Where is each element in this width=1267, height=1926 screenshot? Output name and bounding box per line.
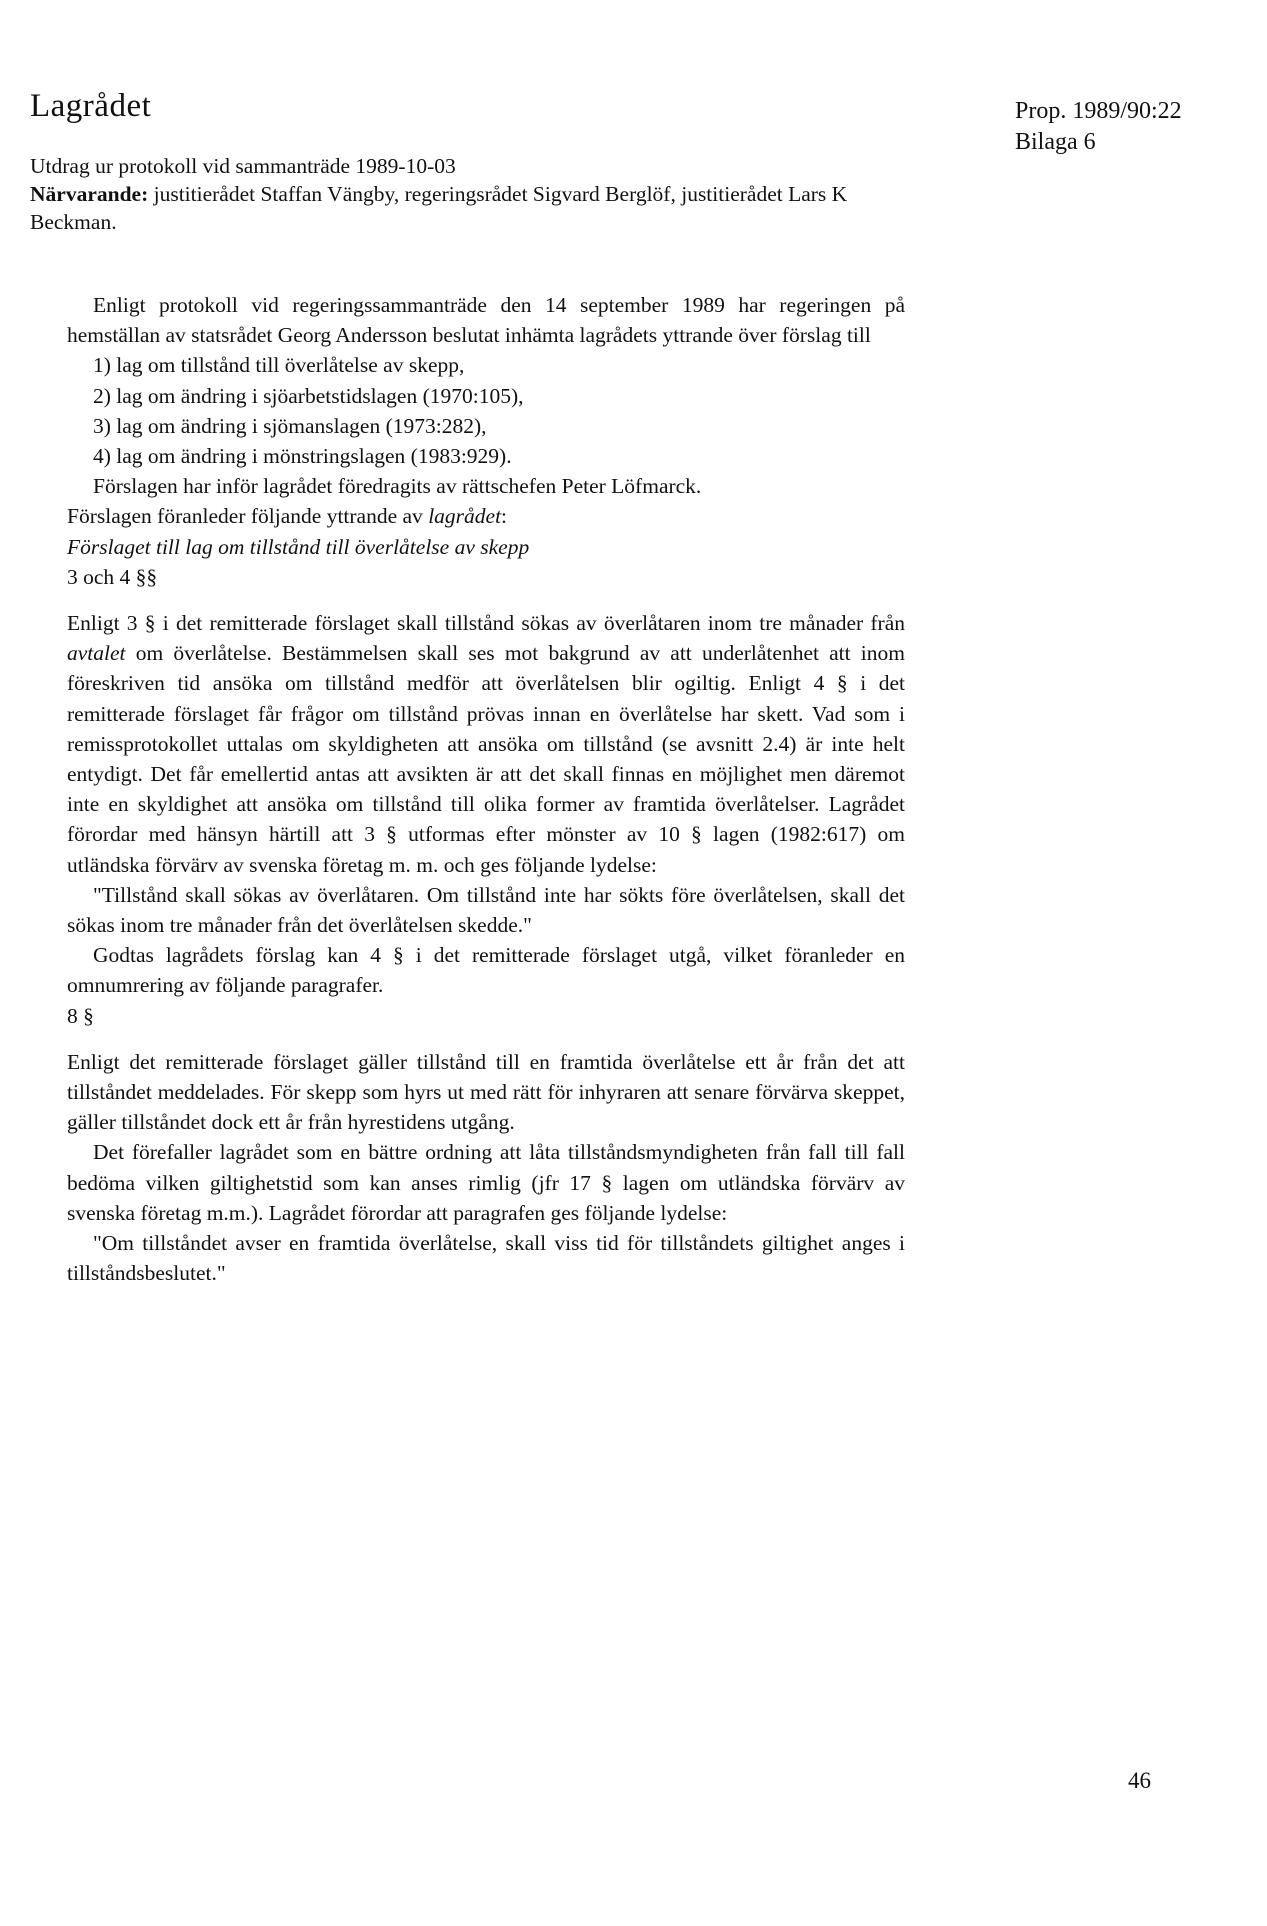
page-title: Lagrådet: [30, 88, 152, 124]
proposal-item: 2) lag om ändring i sjöarbetstidslagen (1970:105),: [93, 383, 524, 408]
quoted-wording: "Om tillståndet avser en framtida överlåtelse, skall viss tid för tillståndets giltighet anges i tillståndsbeslutet.": [67, 1231, 905, 1286]
protocol-line: Utdrag ur protokoll vid sammanträde 1989-10-03: [30, 154, 456, 178]
approval-paragraph: Godtas lagrådets förslag kan 4 § i det remitterade förslaget utgå, vilket föranleder en omnumrering av följande paragrafer.: [67, 943, 905, 998]
header-block: [30, 152, 910, 236]
occasion-emphasis: lagrådet: [428, 504, 502, 529]
occasion-paragraph: [67, 501, 905, 531]
appendix-label: Bilaga 6: [1015, 129, 1096, 155]
body-paragraph: Enligt det remitterade förslaget gäller tillstånd till en framtida överlåtelse ett år från det att tillståndet meddelades. För skepp som hyrs ut med rätt för inhyraren att senare förvärva skeppet, gäller tillståndet dock ett år från hyrestidens utgång.: [67, 1049, 905, 1135]
main-text: [67, 290, 905, 1289]
quoted-wording: "Tillstånd skall sökas av överlåtaren. Om tillstånd inte har sökts före överlåtelsen, skall det sökas inom tre månader från det överlåtelsen skedde.": [67, 882, 905, 938]
proposal-item: 3) lag om ändring i sjömanslagen (1973:282),: [93, 413, 487, 438]
spacer: [67, 592, 905, 608]
occasion-text: Förslagen föranleder följande yttrande av: [67, 504, 429, 529]
paragraph-reference: 8 §: [67, 1003, 94, 1028]
body-paragraph: Det förefaller lagrådet som en bättre ordning att låta tillståndsmyndigheten från fall till fall bedöma vilken giltighetstid som kan anses rimlig (jfr 17 § lagen om utländska förvärv av svenska företag m.m.). Lagrådet förordar att paragrafen ges följande lydelse:: [67, 1140, 905, 1225]
paragraph-reference: 3 och 4 §§: [67, 564, 158, 589]
body-text: Enligt 3 § i det remitterade förslaget skall tillstånd sökas av överlåtaren inom tre månader från: [67, 611, 905, 636]
body-text: om överlåtelse. Bestämmelsen skall ses mot bakgrund av att underlåtenhet att inom föreskriven tid ansöka om tillstånd medför att överlåtelsen blir ogiltig. Enligt 4 § i det remitterade förslaget får frågor om tillstånd prövas innan en överlåtelse har skett. Vad som i remissprotokollet uttalas om skyldigheten att ansöka om tillstånd (se avsnitt 2.4) är inte helt entydigt. Det får emellertid antas att avsikten är att det skall finnas en möjlighet men däremot inte en skyldighet att ansöka om tillstånd till olika former av framtida överlåtelser. Lagrådet förordar med hänsyn härtill att 3 § utformas efter mönster av 10 § lagen (1982:617) om utländska förvärv av svenska företag m. m. och ges följande lydelse:: [67, 641, 905, 877]
proposition-reference: [1015, 96, 1182, 158]
spacer: [67, 1031, 905, 1047]
presented-paragraph: Förslagen har inför lagrådet föredragits av rättschefen Peter Löfmarck.: [93, 474, 702, 499]
body-emphasis: avtalet: [67, 641, 126, 666]
attendance-line: [30, 180, 910, 236]
proposal-item: 1) lag om tillstånd till överlåtelse av skepp,: [93, 353, 465, 378]
page-number: 46: [1128, 1768, 1151, 1793]
present-label: Närvarande:: [30, 182, 149, 206]
present-names: justitierådet Staffan Vängby, regeringsrådet Sigvard Berglöf, justitierådet Lars K Beckman.: [30, 182, 848, 234]
section-heading: Förslaget till lag om tillstånd till överlåtelse av skepp: [67, 534, 530, 559]
occasion-colon: :: [501, 504, 508, 529]
proposition-number: Prop. 1989/90:22: [1015, 98, 1182, 124]
body-paragraph: [67, 608, 905, 880]
proposal-item: 4) lag om ändring i mönstringslagen (1983:929).: [93, 444, 512, 469]
intro-paragraph: Enligt protokoll vid regeringssammanträde den 14 september 1989 har regeringen på hemställan av statsrådet Georg Andersson beslutat inhämta lagrådets yttrande över förslag till: [67, 293, 905, 348]
